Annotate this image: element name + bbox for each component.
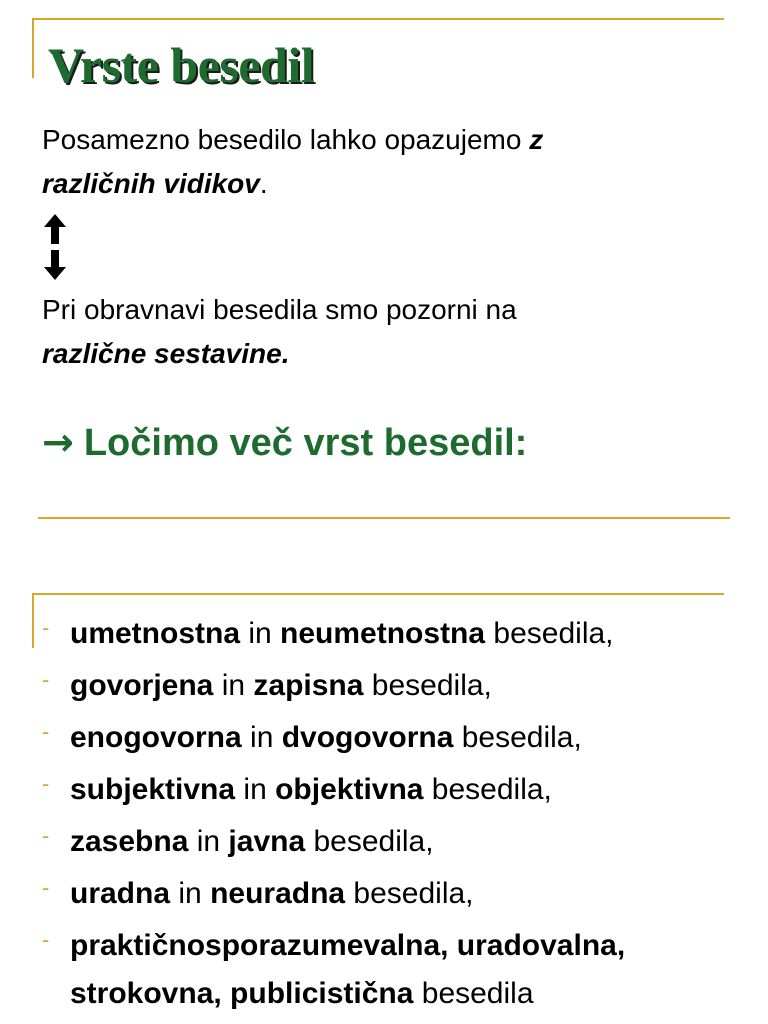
bullet-icon: - [42, 719, 50, 744]
intro-emphasis-z: z [529, 124, 544, 155]
term-a: subjektivna [70, 773, 236, 806]
second-line-1: Pri obravnavi besedila smo pozorni na [42, 294, 517, 325]
slide-title: Vrste besedil [48, 37, 315, 93]
suffix: besedila, [485, 617, 614, 650]
list-item [40, 870, 740, 918]
connector: in [235, 773, 276, 806]
intro-paragraph [42, 118, 543, 206]
connector: in [240, 617, 281, 650]
left-rule [32, 593, 34, 648]
suffix: besedila, [423, 773, 552, 806]
left-rule [32, 18, 34, 78]
term-b: objektivna [275, 773, 424, 806]
slide-2 [0, 580, 768, 1024]
bullet-icon: - [42, 667, 50, 692]
connector: in [188, 825, 229, 858]
connector: in [241, 721, 282, 754]
arrow-down-icon [42, 248, 68, 282]
bullet-icon: - [42, 615, 50, 640]
list-item [40, 766, 740, 814]
text-types-list [40, 610, 740, 1022]
suffix: besedila, [453, 721, 582, 754]
top-rule [32, 18, 724, 20]
connector: in [170, 877, 211, 910]
list-item [40, 610, 740, 658]
suffix: besedila, [345, 877, 474, 910]
suffix: besedila, [363, 669, 492, 702]
intro-line-1: Posamezno besedilo lahko opazujemo [42, 124, 530, 155]
intro-emphasis-vidikov: različnih vidikov [42, 168, 260, 199]
top-rule [32, 593, 724, 595]
list-item [40, 662, 740, 710]
term-a: govorjena [70, 669, 214, 702]
term-b: neuradna [210, 877, 346, 910]
term-a: umetnostna [70, 617, 241, 650]
list-item [40, 818, 740, 866]
intro-period: . [259, 168, 268, 199]
second-emphasis: različne sestavine. [42, 338, 290, 369]
list-item [40, 922, 740, 1018]
bullet-icon: - [42, 927, 50, 952]
connector: in [213, 669, 254, 702]
suffix: besedila [413, 977, 534, 1010]
bullet-icon: - [42, 875, 50, 900]
bullet-icon: - [42, 823, 50, 848]
right-arrow-icon: → [42, 420, 74, 464]
term-a: uradna [70, 877, 171, 910]
term-b: neumetnostna [280, 617, 486, 650]
term-a: praktičnosporazumevalna, uradovalna, strokovna, publicistična [70, 929, 626, 1010]
term-a: enogovorna [70, 721, 242, 754]
section-heading [42, 420, 527, 465]
bottom-rule [38, 517, 730, 519]
second-paragraph [42, 288, 517, 376]
term-a: zasebna [70, 825, 189, 858]
term-b: zapisna [253, 669, 364, 702]
term-b: dvogovorna [281, 721, 454, 754]
section-heading-text: Ločimo več vrst besedil: [83, 422, 528, 464]
suffix: besedila, [305, 825, 434, 858]
bullet-icon: - [42, 771, 50, 796]
term-b: javna [228, 825, 306, 858]
arrow-up-icon [42, 212, 68, 246]
list-item [40, 714, 740, 762]
